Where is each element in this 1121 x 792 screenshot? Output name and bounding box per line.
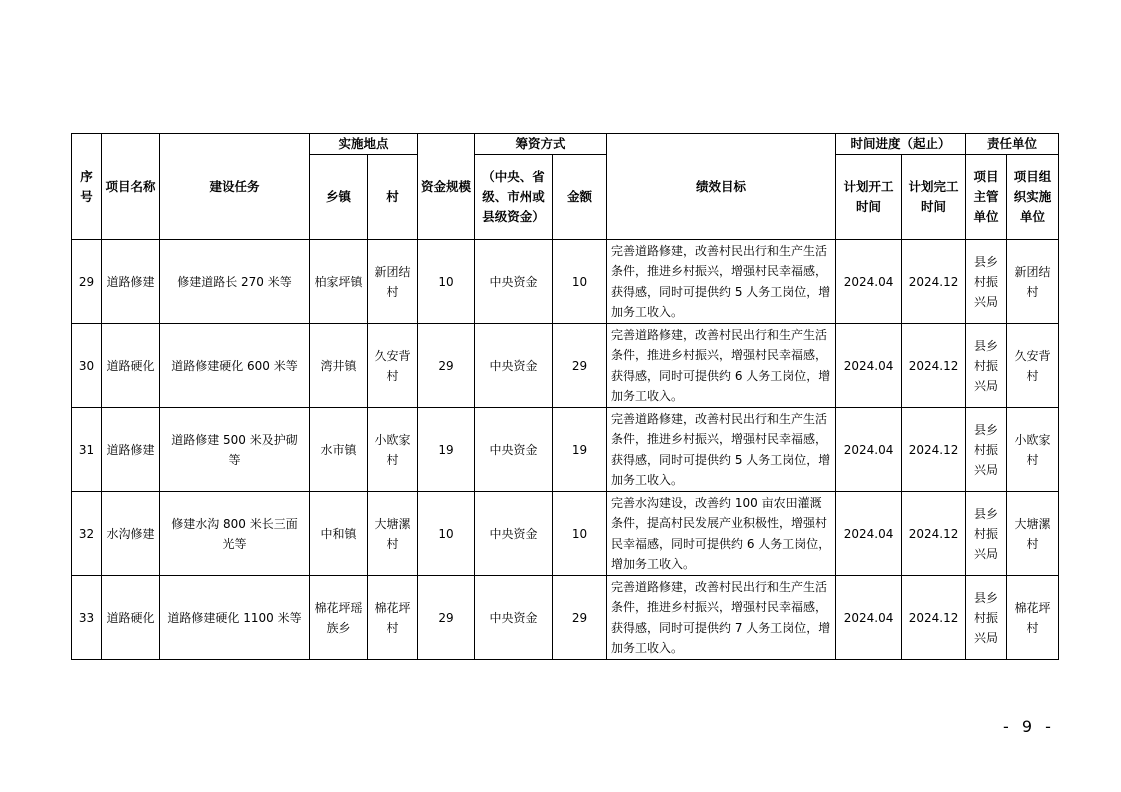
- cell-name: 道路硬化: [102, 324, 160, 408]
- table-row: [72, 240, 1059, 324]
- header-implementer: 项目组织实施单位: [1007, 155, 1059, 240]
- header-location: 实施地点: [310, 134, 418, 155]
- cell-amount: 29: [553, 576, 607, 660]
- header-scale: 资金规模: [418, 134, 475, 240]
- cell-supervisor: 县乡村振兴局: [966, 240, 1007, 324]
- table-row: [72, 576, 1059, 660]
- cell-scale: 10: [418, 240, 475, 324]
- cell-supervisor: 县乡村振兴局: [966, 408, 1007, 492]
- cell-implementer: 大塘漯村: [1007, 492, 1059, 576]
- cell-end: 2024.12: [902, 492, 966, 576]
- header-village: 村: [368, 155, 418, 240]
- cell-implementer: 新团结村: [1007, 240, 1059, 324]
- cell-name: 水沟修建: [102, 492, 160, 576]
- cell-goal: 完善道路修建，改善村民出行和生产生活条件，推进乡村振兴，增强村民幸福感，获得感，同时可提供约 5 人务工岗位，增加务工收入。: [607, 240, 836, 324]
- cell-seq: 33: [72, 576, 102, 660]
- header-project-name: 项目名称: [102, 134, 160, 240]
- cell-task: 道路修建硬化 600 米等: [160, 324, 310, 408]
- cell-village: 小欧家村: [368, 408, 418, 492]
- cell-start: 2024.04: [836, 408, 902, 492]
- cell-name: 道路修建: [102, 240, 160, 324]
- header-fund-source: （中央、省级、市州或县级资金）: [475, 155, 553, 240]
- header-start: 计划开工时间: [836, 155, 902, 240]
- header-seq: 序号: [72, 134, 102, 240]
- project-table: [71, 133, 1059, 660]
- page-number: - 9 -: [1003, 717, 1055, 736]
- cell-township: 棉花坪瑶族乡: [310, 576, 368, 660]
- cell-township: 湾井镇: [310, 324, 368, 408]
- cell-scale: 29: [418, 576, 475, 660]
- cell-source: 中央资金: [475, 240, 553, 324]
- cell-village: 久安背村: [368, 324, 418, 408]
- table-row: [72, 324, 1059, 408]
- cell-source: 中央资金: [475, 492, 553, 576]
- cell-township: 柏家坪镇: [310, 240, 368, 324]
- cell-implementer: 小欧家村: [1007, 408, 1059, 492]
- cell-supervisor: 县乡村振兴局: [966, 324, 1007, 408]
- cell-name: 道路修建: [102, 408, 160, 492]
- header-schedule: 时间进度（起止）: [836, 134, 966, 155]
- cell-end: 2024.12: [902, 240, 966, 324]
- cell-scale: 10: [418, 492, 475, 576]
- cell-end: 2024.12: [902, 324, 966, 408]
- cell-name: 道路硬化: [102, 576, 160, 660]
- cell-village: 棉花坪村: [368, 576, 418, 660]
- cell-village: 大塘漯村: [368, 492, 418, 576]
- cell-seq: 32: [72, 492, 102, 576]
- cell-amount: 29: [553, 324, 607, 408]
- cell-implementer: 久安背村: [1007, 324, 1059, 408]
- header-township: 乡镇: [310, 155, 368, 240]
- cell-amount: 10: [553, 240, 607, 324]
- cell-task: 修建水沟 800 米长三面光等: [160, 492, 310, 576]
- cell-source: 中央资金: [475, 324, 553, 408]
- cell-goal: 完善道路修建，改善村民出行和生产生活条件，推进乡村振兴，增强村民幸福感，获得感，同时可提供约 7 人务工岗位，增加务工收入。: [607, 576, 836, 660]
- cell-task: 道路修建硬化 1100 米等: [160, 576, 310, 660]
- cell-start: 2024.04: [836, 240, 902, 324]
- cell-supervisor: 县乡村振兴局: [966, 492, 1007, 576]
- cell-village: 新团结村: [368, 240, 418, 324]
- cell-amount: 19: [553, 408, 607, 492]
- cell-scale: 29: [418, 324, 475, 408]
- cell-goal: 完善水沟建设，改善约 100 亩农田灌溉条件，提高村民发展产业积极性，增强村民幸福感，同时可提供约 6 人务工岗位，增加务工收入。: [607, 492, 836, 576]
- cell-task: 道路修建 500 米及护砌等: [160, 408, 310, 492]
- cell-source: 中央资金: [475, 576, 553, 660]
- table-row: [72, 492, 1059, 576]
- cell-end: 2024.12: [902, 576, 966, 660]
- cell-implementer: 棉花坪村: [1007, 576, 1059, 660]
- header-end: 计划完工时间: [902, 155, 966, 240]
- header-task: 建设任务: [160, 134, 310, 240]
- cell-start: 2024.04: [836, 492, 902, 576]
- cell-goal: 完善道路修建，改善村民出行和生产生活条件，推进乡村振兴，增强村民幸福感，获得感，同时可提供约 6 人务工岗位，增加务工收入。: [607, 324, 836, 408]
- cell-supervisor: 县乡村振兴局: [966, 576, 1007, 660]
- header-responsible: 责任单位: [966, 134, 1059, 155]
- cell-start: 2024.04: [836, 576, 902, 660]
- cell-goal: 完善道路修建，改善村民出行和生产生活条件，推进乡村振兴，增强村民幸福感，获得感，同时可提供约 5 人务工岗位，增加务工收入。: [607, 408, 836, 492]
- cell-start: 2024.04: [836, 324, 902, 408]
- cell-township: 水市镇: [310, 408, 368, 492]
- table-row: [72, 408, 1059, 492]
- cell-township: 中和镇: [310, 492, 368, 576]
- header-goal: 绩效目标: [607, 134, 836, 240]
- header-supervisor: 项目主管单位: [966, 155, 1007, 240]
- header-amount: 金额: [553, 155, 607, 240]
- cell-source: 中央资金: [475, 408, 553, 492]
- cell-scale: 19: [418, 408, 475, 492]
- cell-seq: 31: [72, 408, 102, 492]
- header-funding: 筹资方式: [475, 134, 607, 155]
- cell-end: 2024.12: [902, 408, 966, 492]
- cell-seq: 30: [72, 324, 102, 408]
- cell-task: 修建道路长 270 米等: [160, 240, 310, 324]
- cell-seq: 29: [72, 240, 102, 324]
- cell-amount: 10: [553, 492, 607, 576]
